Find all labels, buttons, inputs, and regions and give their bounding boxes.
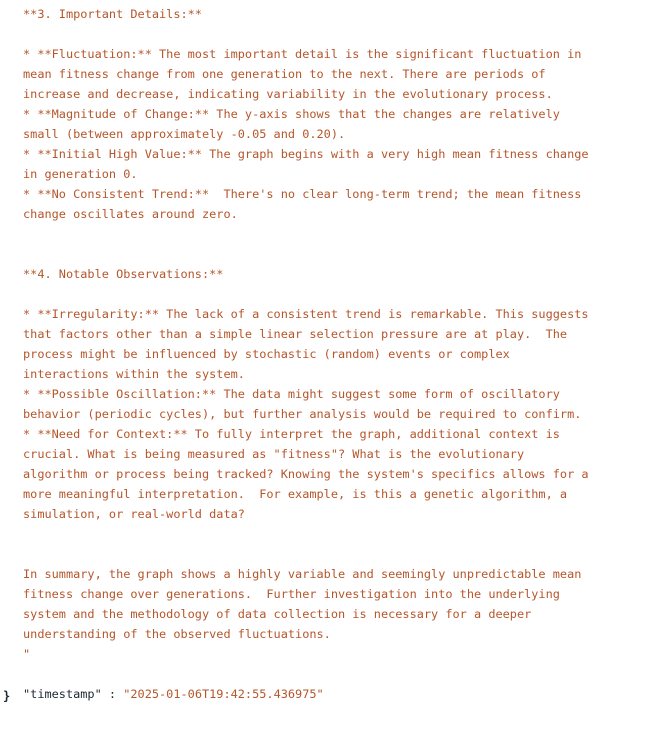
text-line: In summary, the graph shows a highly variable and seemingly unpredictable mean — [23, 567, 582, 581]
text-line: * **Magnitude of Change:** The y-axis shows that the changes are relatively — [23, 107, 560, 121]
text-line: small (between approximately -0.05 and 0.20). — [23, 127, 346, 141]
timestamp-row — [23, 684, 643, 704]
text-line: fitness change over generations. Further investigation into the underlying — [23, 587, 560, 601]
text-line: **4. Notable Observations:** — [23, 267, 224, 281]
text-line: * **Irregularity:** The lack of a consistent trend is remarkable. This suggests — [23, 307, 589, 321]
text-line: understanding of the observed fluctuations. — [23, 627, 331, 641]
text-line: crucial. What is being measured as "fitness"? What is the evolutionary — [23, 447, 525, 461]
text-line: * **Possible Oscillation:** The data might suggest some form of oscillatory — [23, 387, 560, 401]
text-line: that factors other than a simple linear selection pressure are at play. The — [23, 327, 568, 341]
text-line: * **No Consistent Trend:** There's no clear long-term trend; the mean fitness — [23, 187, 582, 201]
spacer — [23, 664, 643, 684]
response-text-block — [23, 4, 643, 664]
text-line: in generation 0. — [23, 167, 138, 181]
text-line: mean fitness change from one generation to the next. There are periods of — [23, 67, 546, 81]
text-line — [23, 24, 643, 44]
text-line: * **Fluctuation:** The most important detail is the significant fluctuation in — [23, 47, 582, 61]
json-body — [23, 4, 643, 704]
closing-brace: } — [3, 689, 11, 703]
text-line — [23, 224, 643, 244]
key-value-separator: : — [101, 687, 124, 701]
text-line: process might be influenced by stochastic (random) events or complex — [23, 347, 510, 361]
text-line: increase and decrease, indicating variability in the evolutionary process. — [23, 87, 553, 101]
timestamp-value: "2025-01-06T19:42:55.436975" — [123, 687, 324, 701]
text-line — [23, 244, 643, 264]
text-line: more meaningful interpretation. For example, is this a genetic algorithm, a — [23, 487, 568, 501]
text-line: system and the methodology of data collection is necessary for a deeper — [23, 607, 532, 621]
text-line — [23, 284, 643, 304]
timestamp-key: "timestamp" — [23, 687, 102, 701]
text-line: **3. Important Details:** — [23, 7, 202, 21]
text-line: change oscillates around zero. — [23, 207, 238, 221]
text-line: interactions within the system. — [23, 367, 245, 381]
text-line: * **Initial High Value:** The graph begins with a very high mean fitness change — [23, 147, 589, 161]
text-line — [23, 524, 643, 544]
text-line: * **Need for Context:** To fully interpret the graph, additional context is — [23, 427, 560, 441]
text-line — [23, 544, 643, 564]
text-line: simulation, or real-world data? — [23, 507, 245, 521]
text-line: behavior (periodic cycles), but further analysis would be required to confirm. — [23, 407, 582, 421]
text-line: algorithm or process being tracked? Knowing the system's specifics allows for a — [23, 467, 589, 481]
closing-quote-line: " — [23, 647, 31, 661]
